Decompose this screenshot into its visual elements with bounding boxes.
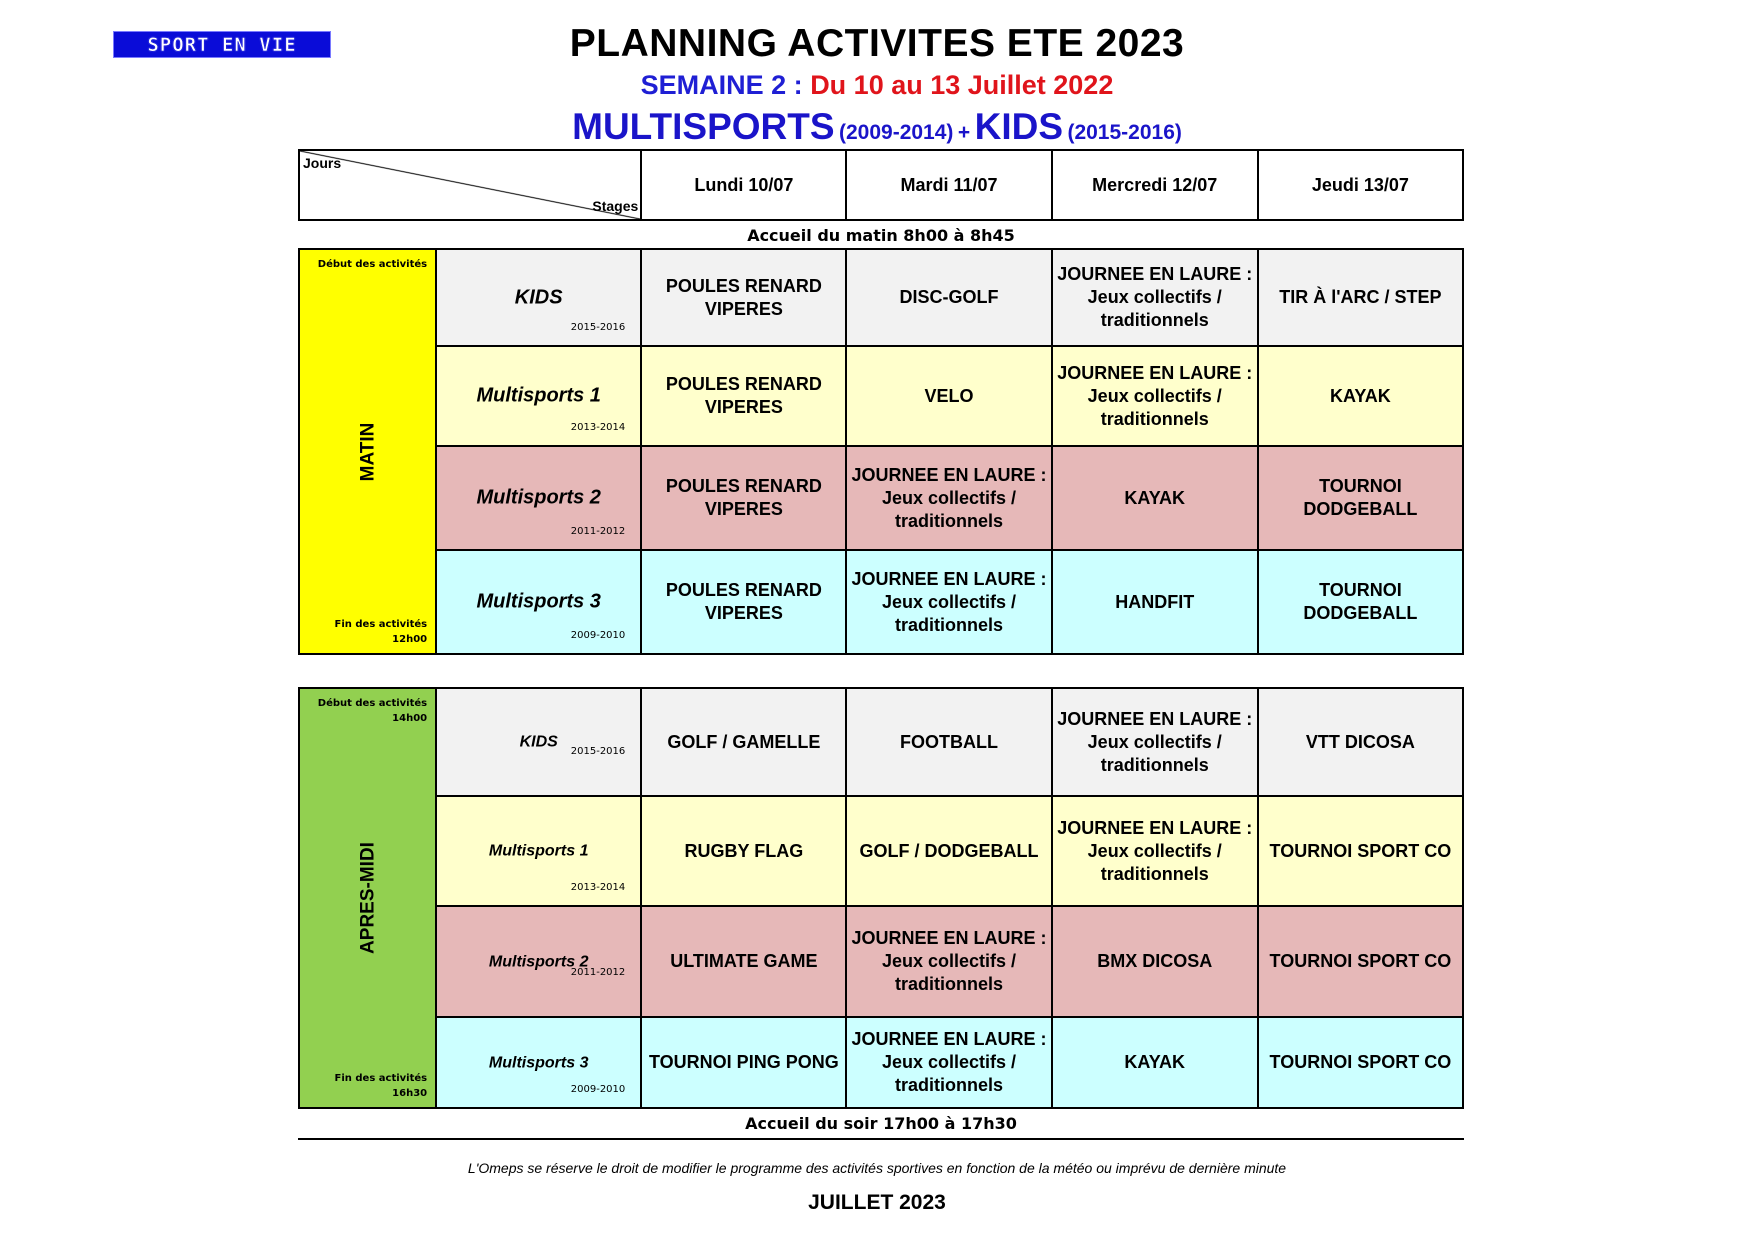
- matin-period-cell: [299, 249, 436, 654]
- activity-cell: KAYAK: [1052, 446, 1258, 550]
- matin-end-label: Fin des activités: [334, 619, 428, 630]
- activity-cell: KAYAK: [1258, 346, 1463, 446]
- stages-label: Stages: [592, 198, 639, 214]
- activity-cell: TOURNOI PING PONG: [641, 1017, 846, 1108]
- apres-start-label: Début des activités: [317, 698, 428, 709]
- stage-cell: [436, 446, 641, 550]
- apres-end: [335, 1071, 428, 1101]
- table-row: [299, 550, 1463, 654]
- activity-cell: JOURNEE EN LAURE : Jeux collectifs / traditionnels: [846, 446, 1051, 550]
- stage-cell: [436, 906, 641, 1017]
- day-header-wednesday: Mercredi 12/07: [1052, 150, 1258, 220]
- activity-cell: JOURNEE EN LAURE : Jeux collectifs / traditionnels: [1052, 346, 1258, 446]
- activity-cell: POULES RENARD VIPERES: [641, 346, 846, 446]
- stage-name: Multisports 3: [476, 590, 601, 613]
- stage-years: 2009-2010: [570, 630, 626, 641]
- stage-name: KIDS: [519, 733, 558, 751]
- activity-cell: POULES RENARD VIPERES: [641, 249, 846, 346]
- table-row: [299, 906, 1463, 1017]
- matin-start-label: Début des activités: [317, 259, 428, 270]
- apres-label: APRES-MIDI: [357, 842, 379, 954]
- kids-years: (2015-2016): [1067, 121, 1182, 144]
- activity-cell: JOURNEE EN LAURE : Jeux collectifs / traditionnels: [1052, 796, 1258, 906]
- activity-cell: VELO: [846, 346, 1051, 446]
- stage-name: KIDS: [514, 286, 563, 308]
- matin-label: MATIN: [357, 422, 379, 481]
- sport-en-vie-logo: SPORT EN VIE: [113, 31, 331, 58]
- stage-name: Multisports 2: [488, 953, 589, 970]
- programs-heading: [0, 106, 1754, 148]
- plus-sign: +: [957, 121, 971, 144]
- matin-end: [335, 617, 428, 647]
- kids-heading: KIDS: [974, 106, 1063, 147]
- activity-cell: POULES RENARD VIPERES: [641, 550, 846, 654]
- activity-cell: TOURNOI DODGEBALL: [1258, 550, 1463, 654]
- accueil-matin: Accueil du matin 8h00 à 8h45: [747, 226, 1015, 245]
- activity-cell: RUGBY FLAG: [641, 796, 846, 906]
- stage-years: 2013-2014: [570, 422, 626, 433]
- activity-cell: JOURNEE EN LAURE : Jeux collectifs / traditionnels: [846, 550, 1051, 654]
- table-row: [299, 1017, 1463, 1108]
- stage-name: Multisports 2: [476, 486, 601, 509]
- activity-cell: ULTIMATE GAME: [641, 906, 846, 1017]
- stage-years: 2011-2012: [570, 967, 626, 978]
- table-row: [299, 346, 1463, 446]
- day-header-monday: Lundi 10/07: [641, 150, 846, 220]
- table-row: [299, 249, 1463, 346]
- multisports-heading: MULTISPORTS: [572, 106, 835, 147]
- activity-cell: FOOTBALL: [846, 688, 1051, 796]
- apres-start: [318, 696, 427, 726]
- activity-cell: TOURNOI DODGEBALL: [1258, 446, 1463, 550]
- activity-cell: JOURNEE EN LAURE : Jeux collectifs / traditionnels: [1052, 249, 1258, 346]
- stage-years: 2011-2012: [570, 526, 626, 537]
- apres-end-time: 16h30: [392, 1088, 428, 1099]
- table-row: [299, 446, 1463, 550]
- stage-years: 2015-2016: [570, 322, 626, 333]
- morning-schedule-table: [298, 248, 1464, 655]
- stage-cell: [436, 1017, 641, 1108]
- week-dates: Du 10 au 13 Juillet 2022: [810, 70, 1114, 100]
- stage-name: Multisports 3: [488, 1054, 589, 1071]
- schedule-header-table: [298, 149, 1464, 221]
- activity-cell: VTT DICOSA: [1258, 688, 1463, 796]
- stage-years: 2013-2014: [570, 882, 626, 893]
- apres-start-time: 14h00: [392, 713, 428, 724]
- footer-month: JUILLET 2023: [808, 1191, 946, 1214]
- activity-cell: GOLF / GAMELLE: [641, 688, 846, 796]
- activity-cell: JOURNEE EN LAURE : Jeux collectifs / traditionnels: [1052, 688, 1258, 796]
- activity-cell: TIR À l'ARC / STEP: [1258, 249, 1463, 346]
- week-subtitle: [0, 70, 1754, 101]
- multisports-years: (2009-2014): [839, 121, 954, 144]
- activity-cell: KAYAK: [1052, 1017, 1258, 1108]
- activity-cell: JOURNEE EN LAURE : Jeux collectifs / traditionnels: [846, 906, 1051, 1017]
- week-label: SEMAINE 2 :: [640, 70, 803, 100]
- activity-cell: BMX DICOSA: [1052, 906, 1258, 1017]
- day-header-thursday: Jeudi 13/07: [1258, 150, 1463, 220]
- stage-cell: [436, 796, 641, 906]
- stage-cell: [436, 249, 641, 346]
- activity-cell: JOURNEE EN LAURE : Jeux collectifs / traditionnels: [846, 1017, 1051, 1108]
- stage-cell: [436, 688, 641, 796]
- matin-end-time: 12h00: [392, 634, 428, 645]
- jours-label: Jours: [303, 155, 342, 171]
- activity-cell: HANDFIT: [1052, 550, 1258, 654]
- stage-cell: [436, 346, 641, 446]
- activity-cell: GOLF / DODGEBALL: [846, 796, 1051, 906]
- apres-period-cell: [299, 688, 436, 1108]
- accueil-soir: Accueil du soir 17h00 à 17h30: [745, 1114, 1017, 1133]
- stage-years: 2009-2010: [570, 1084, 626, 1095]
- table-row: [299, 688, 1463, 796]
- disclaimer-note: L'Omeps se réserve le droit de modifier le programme des activités sportives en fonction de la météo ou imprévu de dernière minute: [467, 1160, 1287, 1176]
- apres-end-label: Fin des activités: [334, 1073, 428, 1084]
- afternoon-schedule-table: [298, 687, 1464, 1109]
- activity-cell: DISC-GOLF: [846, 249, 1051, 346]
- day-header-tuesday: Mardi 11/07: [846, 150, 1051, 220]
- stage-name: Multisports 1: [488, 842, 589, 860]
- jours-stages-corner: [299, 150, 641, 220]
- activity-cell: POULES RENARD VIPERES: [641, 446, 846, 550]
- bottom-divider: [298, 1138, 1464, 1140]
- activity-cell: TOURNOI SPORT CO: [1258, 796, 1463, 906]
- stage-cell: [436, 550, 641, 654]
- activity-cell: TOURNOI SPORT CO: [1258, 1017, 1463, 1108]
- page-title: PLANNING ACTIVITES ETE 2023: [569, 22, 1185, 65]
- stage-name: Multisports 1: [476, 384, 601, 407]
- activity-cell: TOURNOI SPORT CO: [1258, 906, 1463, 1017]
- table-row: [299, 796, 1463, 906]
- stage-years: 2015-2016: [570, 746, 626, 757]
